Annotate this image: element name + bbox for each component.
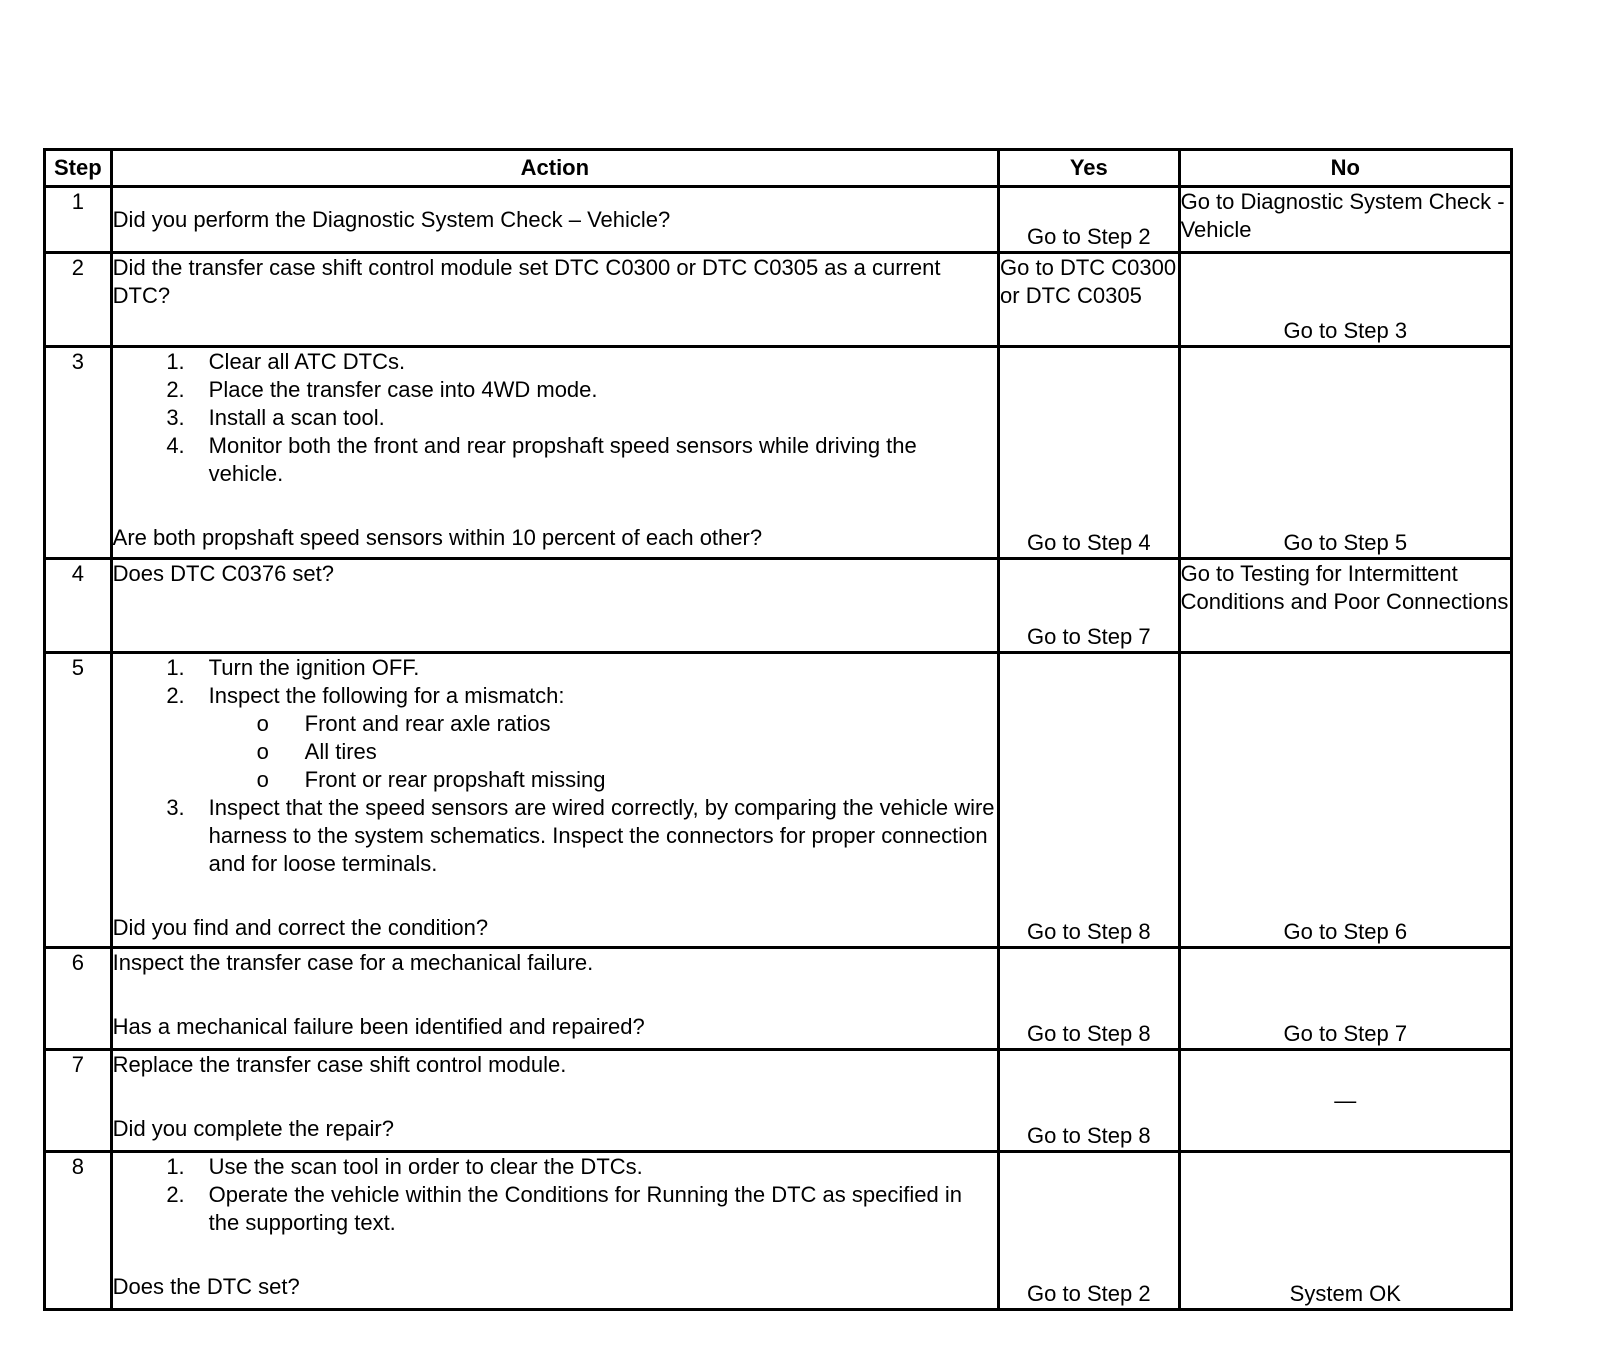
step-number: 3 bbox=[45, 347, 112, 559]
yes-link[interactable]: Go to Step 8 bbox=[1027, 919, 1151, 944]
yes-cell bbox=[999, 653, 1180, 948]
no-link[interactable]: Go to Testing for Intermittent Conditions and Poor Connections bbox=[1180, 561, 1509, 614]
step-number: 8 bbox=[45, 1152, 112, 1310]
action-question: Did you complete the repair? bbox=[112, 1116, 394, 1141]
list-item: 3. Install a scan tool. bbox=[166, 405, 385, 430]
action-cell bbox=[111, 559, 998, 653]
instruction-list bbox=[113, 654, 997, 878]
no-cell bbox=[1179, 1152, 1511, 1310]
yes-cell bbox=[999, 253, 1180, 347]
list-item: 2. Operate the vehicle within the Conditions for Running the DTC as specified in the supporting text. bbox=[166, 1182, 962, 1235]
no-cell bbox=[1179, 559, 1511, 653]
table-row bbox=[45, 1050, 1512, 1152]
action-question: Are both propshaft speed sensors within 10 percent of each other? bbox=[112, 525, 763, 550]
action-cell bbox=[111, 948, 998, 1050]
action-cell bbox=[111, 1152, 998, 1310]
no-cell bbox=[1179, 948, 1511, 1050]
sub-list bbox=[113, 710, 997, 794]
yes-link[interactable]: Go to DTC C0300 or DTC C0305 bbox=[1000, 255, 1177, 308]
no-cell bbox=[1179, 253, 1511, 347]
header-step: Step bbox=[45, 150, 112, 187]
list-item: 1. Use the scan tool in order to clear the DTCs. bbox=[166, 1154, 643, 1179]
no-link[interactable]: Go to Step 3 bbox=[1283, 318, 1408, 343]
table-row bbox=[45, 253, 1512, 347]
action-question: Does the DTC set? bbox=[112, 1274, 300, 1299]
no-link[interactable]: Go to Step 5 bbox=[1283, 530, 1408, 555]
step-number: 6 bbox=[45, 948, 112, 1050]
no-cell bbox=[1179, 1050, 1511, 1152]
yes-link[interactable]: Go to Step 2 bbox=[1027, 1281, 1151, 1306]
yes-cell bbox=[999, 948, 1180, 1050]
list-item: 1. Turn the ignition OFF. bbox=[166, 655, 420, 680]
table-row bbox=[45, 948, 1512, 1050]
instruction-list bbox=[113, 348, 997, 488]
yes-cell bbox=[999, 187, 1180, 253]
step-number: 7 bbox=[45, 1050, 112, 1152]
sub-list-item: o All tires bbox=[256, 739, 377, 764]
action-question: Did you find and correct the condition? bbox=[112, 915, 489, 940]
step-number: 2 bbox=[45, 253, 112, 347]
yes-link[interactable]: Go to Step 2 bbox=[1027, 224, 1151, 249]
action-cell bbox=[111, 347, 998, 559]
yes-link[interactable]: Go to Step 4 bbox=[1027, 530, 1151, 555]
yes-link[interactable]: Go to Step 8 bbox=[1027, 1021, 1151, 1046]
table-row bbox=[45, 559, 1512, 653]
diagnostic-table bbox=[43, 148, 1513, 1311]
action-text: Did the transfer case shift control module set DTC C0300 or DTC C0305 as a current DTC? bbox=[112, 255, 941, 308]
list-item: 2. Place the transfer case into 4WD mode. bbox=[166, 377, 598, 402]
header-action: Action bbox=[111, 150, 998, 187]
no-cell bbox=[1179, 187, 1511, 253]
header-no: No bbox=[1179, 150, 1511, 187]
action-text: Inspect the transfer case for a mechanical failure. bbox=[112, 950, 594, 975]
table-row bbox=[45, 347, 1512, 559]
list-item: 1. Clear all ATC DTCs. bbox=[166, 349, 406, 374]
yes-cell bbox=[999, 1050, 1180, 1152]
yes-cell bbox=[999, 1152, 1180, 1310]
action-text: Replace the transfer case shift control module. bbox=[112, 1052, 567, 1077]
action-cell bbox=[111, 253, 998, 347]
action-text: Did you perform the Diagnostic System Check – Vehicle? bbox=[112, 206, 671, 232]
action-cell bbox=[111, 1050, 998, 1152]
step-number: 5 bbox=[45, 653, 112, 948]
sub-list-item: o Front or rear propshaft missing bbox=[256, 767, 606, 792]
list-item: 2. Inspect the following for a mismatch: o Front and rear axle ratios o All tires o Front or rear propshaft missing bbox=[113, 682, 997, 794]
no-cell bbox=[1179, 653, 1511, 948]
header-row bbox=[45, 150, 1512, 187]
instruction-list bbox=[113, 1153, 997, 1237]
action-text: Does DTC C0376 set? bbox=[112, 561, 334, 586]
table-row bbox=[45, 187, 1512, 253]
sub-list-item: o Front and rear axle ratios bbox=[256, 711, 551, 736]
step-number: 1 bbox=[45, 187, 112, 253]
no-cell bbox=[1179, 347, 1511, 559]
no-dash: — bbox=[1334, 1087, 1357, 1113]
action-cell bbox=[111, 187, 998, 253]
no-link[interactable]: Go to Step 7 bbox=[1283, 1021, 1408, 1046]
no-link[interactable]: Go to Step 6 bbox=[1283, 919, 1408, 944]
yes-cell bbox=[999, 347, 1180, 559]
no-link[interactable]: Go to Diagnostic System Check - Vehicle bbox=[1180, 189, 1505, 242]
yes-cell bbox=[999, 559, 1180, 653]
table-row bbox=[45, 653, 1512, 948]
list-item: 3. Inspect that the speed sensors are wired correctly, by comparing the vehicle wire harness to the system schematics. Inspect the connectors for proper connection and for loose terminals. bbox=[166, 795, 995, 876]
no-link[interactable]: System OK bbox=[1289, 1281, 1401, 1306]
yes-link[interactable]: Go to Step 8 bbox=[1027, 1123, 1151, 1148]
action-cell bbox=[111, 653, 998, 948]
header-yes: Yes bbox=[999, 150, 1180, 187]
yes-link[interactable]: Go to Step 7 bbox=[1027, 624, 1151, 649]
table-row bbox=[45, 1152, 1512, 1310]
step-number: 4 bbox=[45, 559, 112, 653]
action-question: Has a mechanical failure been identified and repaired? bbox=[112, 1014, 645, 1039]
list-item: 4. Monitor both the front and rear propshaft speed sensors while driving the vehicle. bbox=[166, 433, 917, 486]
